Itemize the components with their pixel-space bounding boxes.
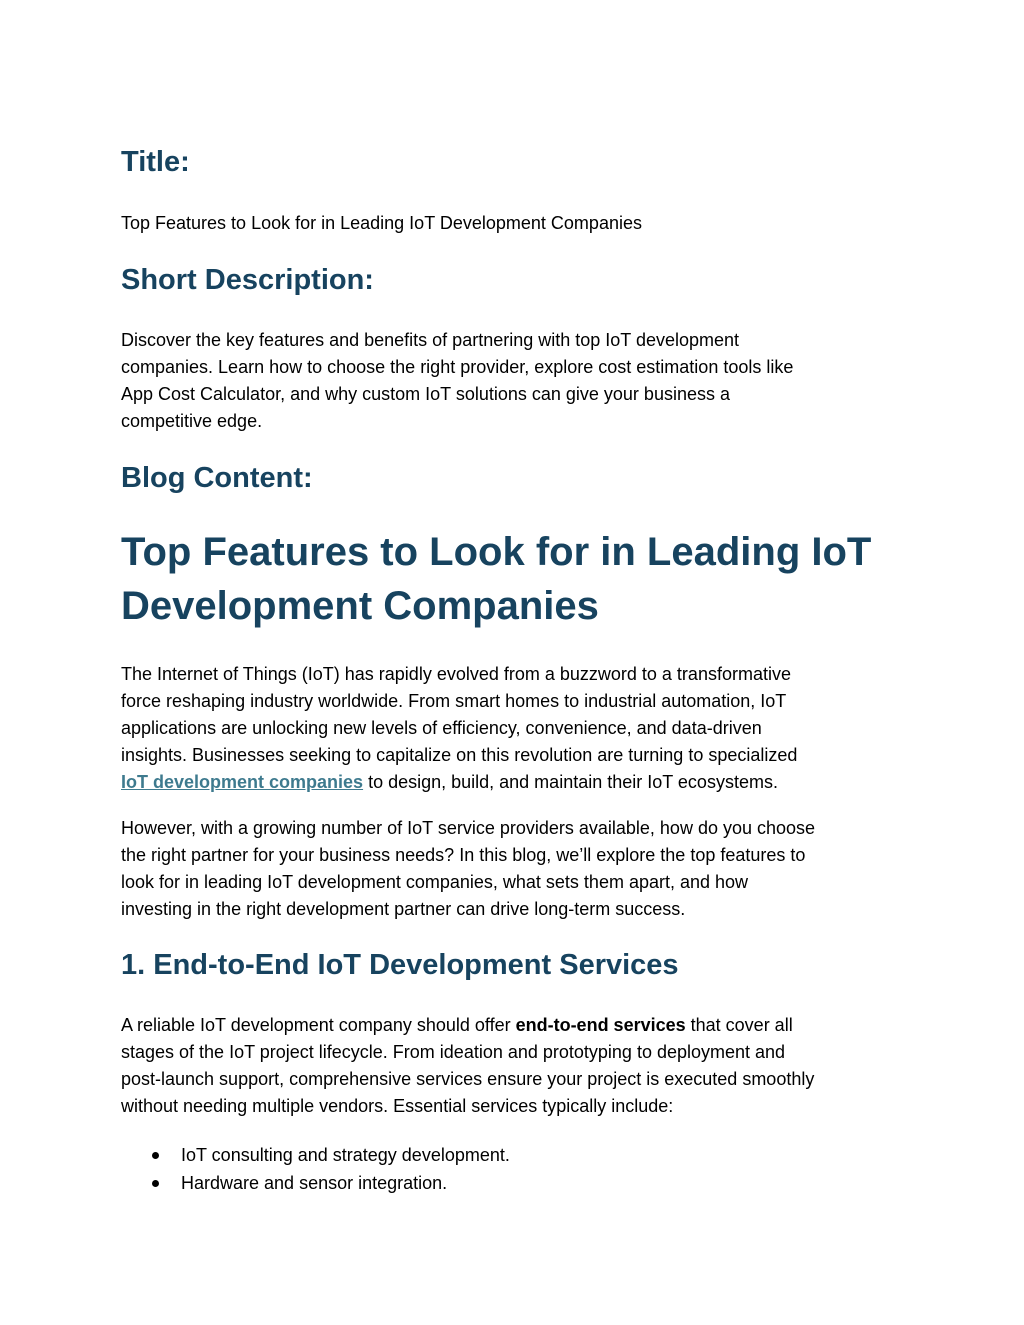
short-description-heading: Short Description: xyxy=(121,264,374,296)
intro-line: The Internet of Things (IoT) has rapidly evolved from a buzzword to a transformative xyxy=(121,664,791,684)
section-1-line: post-launch support, comprehensive services ensure your project is executed smoothly xyxy=(121,1069,815,1089)
short-description-line: companies. Learn how to choose the right provider, explore cost estimation tools like xyxy=(121,357,794,377)
blog-main-heading-line: Development Companies xyxy=(121,584,599,628)
services-bullet-list xyxy=(121,1141,510,1197)
second-paragraph xyxy=(121,815,911,923)
short-description-line: competitive edge. xyxy=(121,411,263,431)
list-item xyxy=(121,1169,510,1197)
intro-line: insights. Businesses seeking to capitalize on this revolution are turning to specialized xyxy=(121,745,798,765)
blog-main-heading xyxy=(121,525,911,633)
title-label-heading: Title: xyxy=(121,146,190,178)
intro-line: applications are unlocking new levels of efficiency, convenience, and data-driven xyxy=(121,718,762,738)
bullet-icon xyxy=(152,1152,159,1159)
iot-development-companies-link[interactable]: IoT development companies xyxy=(121,772,364,792)
section-1-line1-before: A reliable IoT development company should offer xyxy=(121,1015,516,1035)
blog-main-heading-line: Top Features to Look for in Leading IoT xyxy=(121,530,872,574)
short-description-line: App Cost Calculator, and why custom IoT solutions can give your business a xyxy=(121,384,730,404)
list-item-text: IoT consulting and strategy development. xyxy=(181,1145,510,1165)
second-paragraph-line: However, with a growing number of IoT service providers available, how do you choose xyxy=(121,818,816,838)
section-1-paragraph xyxy=(121,1012,911,1120)
short-description-paragraph xyxy=(121,327,911,435)
list-item-text: Hardware and sensor integration. xyxy=(181,1173,448,1193)
intro-paragraph xyxy=(121,661,911,796)
intro-line: force reshaping industry worldwide. From smart homes to industrial automation, IoT xyxy=(121,691,787,711)
second-paragraph-line: look for in leading IoT development companies, what sets them apart, and how xyxy=(121,872,749,892)
second-paragraph-line: investing in the right development partner can drive long-term success. xyxy=(121,899,686,919)
blog-content-heading: Blog Content: xyxy=(121,462,313,494)
section-1-line xyxy=(121,1012,911,1039)
second-paragraph-line: the right partner for your business needs? In this blog, we’ll explore the top features to xyxy=(121,845,806,865)
bullet-icon xyxy=(152,1180,159,1187)
title-text-line: Top Features to Look for in Leading IoT Development Companies xyxy=(121,213,642,233)
intro-line xyxy=(121,769,911,796)
section-1-line1-after: that cover all xyxy=(685,1015,793,1035)
end-to-end-services-bold: end-to-end services xyxy=(515,1015,686,1035)
intro-after-link-text: to design, build, and maintain their IoT ecosystems. xyxy=(363,772,778,792)
section-1-line: without needing multiple vendors. Essential services typically include: xyxy=(121,1096,674,1116)
list-item xyxy=(121,1141,510,1169)
title-text xyxy=(121,210,911,237)
section-1-heading: 1. End-to-End IoT Development Services xyxy=(121,949,679,981)
short-description-line: Discover the key features and benefits of partnering with top IoT development xyxy=(121,330,740,350)
section-1-line: stages of the IoT project lifecycle. From ideation and prototyping to deployment and xyxy=(121,1042,786,1062)
